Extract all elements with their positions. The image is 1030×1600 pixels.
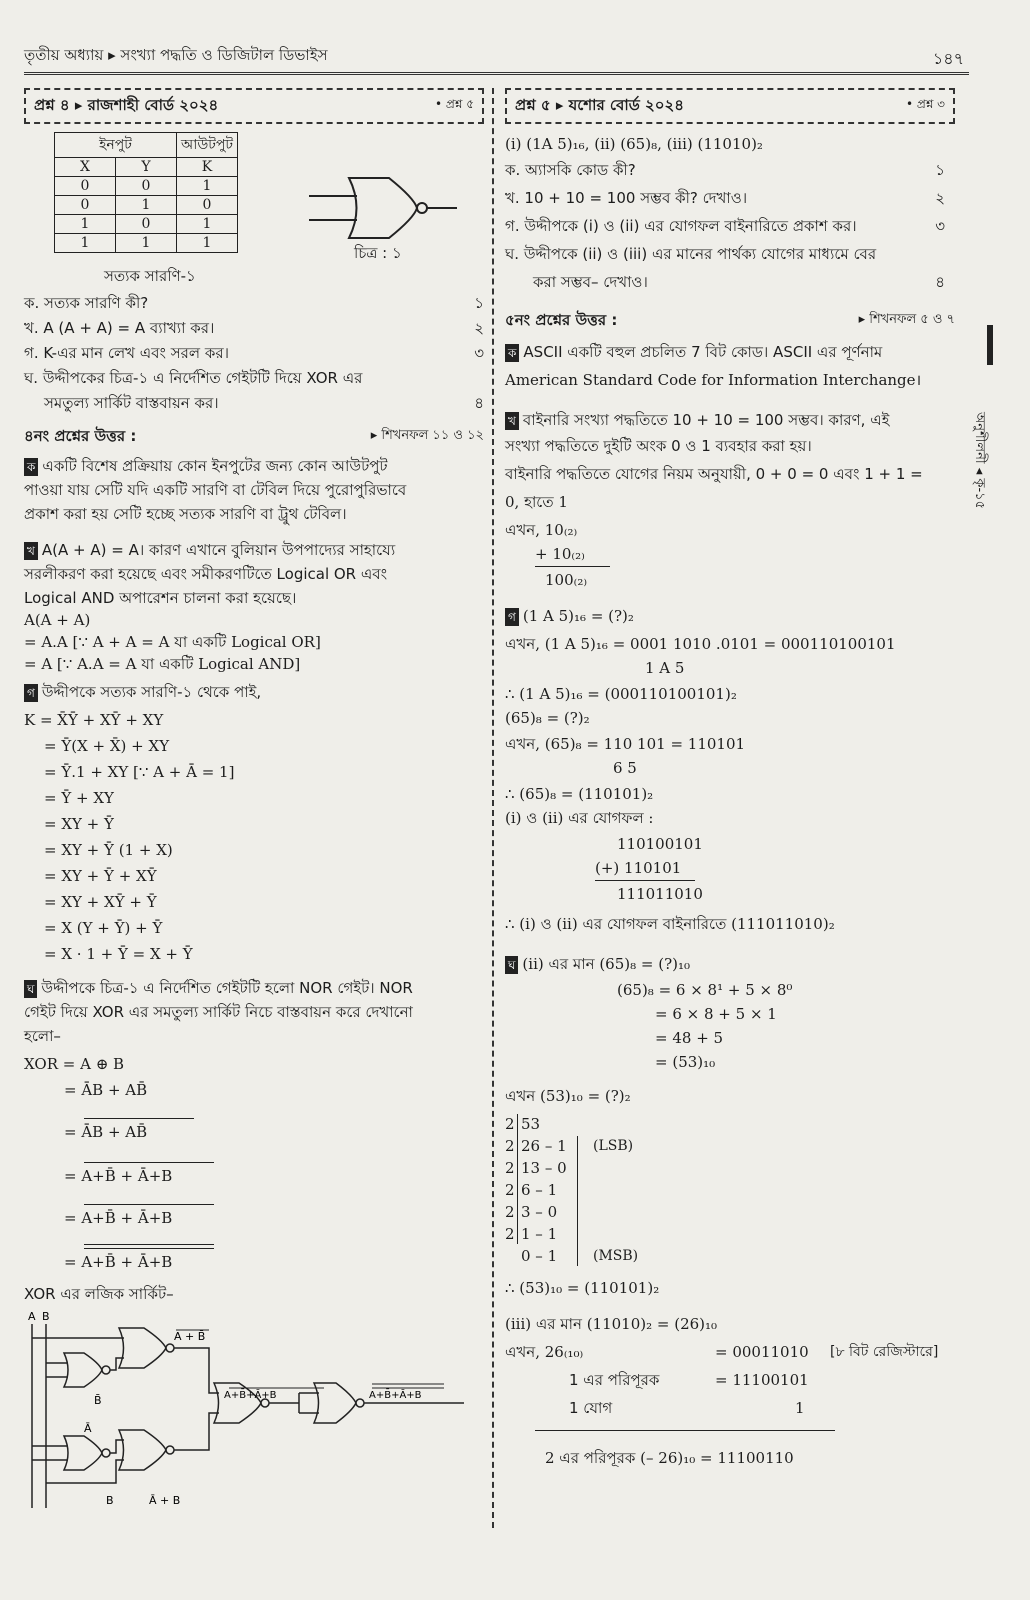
ladder-divisor: 2 <box>505 1159 515 1177</box>
text-line: এখন, (1 A 5)₁₆ = 0001 1010 .0101 = 000110100101 <box>505 635 896 653</box>
question-text: উদ্দীপকের চিত্র-১ এ নির্দেশিত গেইটটি দিয়ে XOR এর <box>42 369 363 387</box>
answer-4-ref: ▸ শিখনফল ১১ ও ১২ <box>370 428 484 443</box>
overline <box>84 1118 194 1119</box>
text-line: 110100101 <box>617 835 703 853</box>
table-row <box>55 234 238 253</box>
overline <box>84 1248 214 1249</box>
text-line: উদ্দীপকে চিত্র-১ এ নির্দেশিত গেইটটি হলো NOR গেইট। NOR <box>41 979 413 997</box>
answer-ka-badge: ক <box>24 458 38 476</box>
table-cell: 1 <box>177 234 238 253</box>
equation-step: = Ȳ(X + X̄) + XY <box>44 737 170 755</box>
text-line: 1 A 5 <box>645 659 685 677</box>
table-row <box>55 196 238 215</box>
question-label: ঘ. <box>24 369 39 387</box>
lsb-label: (LSB) <box>593 1138 634 1154</box>
truth-table-header: Y <box>116 158 177 177</box>
question-text: করা সম্ভব– দেখাও। <box>533 273 648 291</box>
table-cell: 0 <box>116 177 177 196</box>
list-item <box>505 160 945 180</box>
text-line: সংখ্যা পদ্ধতিতে দুইটি অংক 0 ও 1 ব্যবহার করা হয়। <box>505 437 812 455</box>
header-rule <box>24 72 969 75</box>
question-text: A (A + A) = A ব্যাখ্যা কর। <box>43 319 215 337</box>
list-item <box>505 216 945 236</box>
text-line: A(A + A) <box>24 611 91 629</box>
answer-ga-badge: গ <box>24 684 38 702</box>
table-cell: 0 <box>116 215 177 234</box>
text-line: বাইনারি সংখ্যা পদ্ধতিতে 10 + 10 = 100 সম্ভব। কারণ, এই <box>522 411 890 429</box>
question-4-tag: • প্রশ্ন ৫ <box>434 97 474 111</box>
text-line: = 6 × 8 + 5 × 1 <box>655 1005 777 1023</box>
question-4-title-box <box>24 88 484 124</box>
text-line: (+) 110101 <box>595 859 682 877</box>
ladder-row: 13 – 0 <box>521 1159 567 1177</box>
equation-step: K = X̄Ȳ + XȲ + XY <box>24 711 164 729</box>
table-cell: 1 <box>55 215 116 234</box>
ladder-divisor: 2 <box>505 1225 515 1243</box>
text-line: ∴ (1 A 5)₁₆ = (000110100101)₂ <box>505 685 737 703</box>
ladder-divisor: 2 <box>505 1203 515 1221</box>
text-line: = (53)₁₀ <box>655 1053 716 1071</box>
text-line: (i) ও (ii) এর যোগফল : <box>505 809 654 827</box>
answer-kha-line <box>24 540 395 560</box>
list-item <box>533 272 945 292</box>
table-cell: 0 <box>55 177 116 196</box>
answer-kha-line <box>505 410 889 430</box>
text-line: হলো– <box>24 1027 61 1045</box>
text-line: = A.A [∵ A + A = A যা একটি Logical OR] <box>24 633 321 651</box>
ladder-row: 53 <box>521 1115 541 1133</box>
table-caption: সত্যক সারণি-১ <box>104 267 196 285</box>
question-text: উদ্দীপকে (ii) ও (iii) এর মানের পার্থক্য যোগের মাধ্যমে বের <box>523 245 877 263</box>
answer-4-title: ৪নং প্রশ্নের উত্তর : <box>24 427 137 445</box>
list-item <box>24 293 484 313</box>
question-label: গ. <box>505 217 520 235</box>
overline <box>84 1244 214 1245</box>
text-line: (iii) এর মান (11010)₂ = (26)₁₀ <box>505 1315 718 1333</box>
circuit-label-not-b: B̄ <box>94 1394 102 1407</box>
table-cell: 1 <box>116 234 177 253</box>
equation-step: = Ȳ + XY <box>44 789 114 807</box>
answer-gha-line <box>24 978 413 998</box>
circuit-label-out: A+B̄+Ā+B <box>369 1390 422 1401</box>
answer-gha-line <box>505 954 690 974</box>
text-line: = 00011010 <box>715 1343 809 1361</box>
circuit-label-g3: A+B̄+Ā+B <box>224 1390 277 1401</box>
truth-table-header: X <box>55 158 116 177</box>
sum-rule <box>535 1430 835 1431</box>
ladder-divisor: 2 <box>505 1115 515 1133</box>
text-line: একটি বিশেষ প্রক্রিয়ায় কোন ইনপুটের জন্য কোন আউটপুট <box>42 457 388 475</box>
column-divider <box>492 88 494 1528</box>
text-line: বাইনারি পদ্ধতিতে যোগের নিয়ম অনুযায়ী, 0 + 0 = 0 এবং 1 + 1 = <box>505 465 923 483</box>
text-line: 111011010 <box>617 885 703 903</box>
chapter-title: তৃতীয় অধ্যায় ▸ সংখ্যা পদ্ধতি ও ডিজিটাল ডিভাইস <box>24 46 328 64</box>
list-item <box>505 188 945 208</box>
ladder-divisor: 2 <box>505 1137 515 1155</box>
left-column <box>24 88 484 1528</box>
circuit-label-g1: A + B̄ <box>174 1330 206 1343</box>
equation-step: = X (Y + Ȳ) + Ȳ <box>44 919 163 937</box>
list-item <box>44 393 484 413</box>
side-tab <box>970 400 1014 530</box>
xor-step: = A+B̄ + Ā+B <box>64 1167 173 1185</box>
question-mark: ১ <box>935 161 945 179</box>
question-label: গ. <box>24 344 39 362</box>
answer-gha-badge: ঘ <box>24 980 37 998</box>
question-mark: ৪ <box>935 273 945 291</box>
truth-table <box>54 132 238 253</box>
text-line: 1 এর পরিপূরক <box>569 1371 660 1389</box>
text-line: সরলীকরণ করা হয়েছে এবং সমীকরণটিতে Logical OR এবং <box>24 565 388 583</box>
answer-ka-line <box>505 342 882 362</box>
truth-table-input-group: ইনপুট <box>55 133 177 158</box>
side-tab-label: অনুশীলনী ◂ কৃ-১৫ <box>972 411 988 510</box>
text-line: A(A + A) = A। কারণ এখানে বুলিয়ান উপপাদ্যের সাহায্যে <box>41 541 396 559</box>
question-5-title-box <box>505 88 955 124</box>
equation-step: = XY + Ȳ + XȲ <box>44 867 157 885</box>
question-label: ঘ. <box>505 245 520 263</box>
question-text: K-এর মান লেখ এবং সরল কর। <box>43 344 229 362</box>
overline <box>84 1162 214 1163</box>
question-label: খ. <box>505 189 520 207</box>
xor-circuit-diagram <box>24 1308 484 1518</box>
answer-ka-line <box>24 456 388 476</box>
equation-step: = XY + Ȳ <box>44 815 114 833</box>
ladder-divisor: 2 <box>505 1181 515 1199</box>
text-line: এখন, (65)₈ = 110 101 = 110101 <box>505 735 746 753</box>
text-line: = A [∵ A.A = A যা একটি Logical AND] <box>24 655 301 673</box>
text-line: এখন, 26₍₁₀₎ <box>505 1343 584 1361</box>
ladder-row: 6 – 1 <box>521 1181 558 1199</box>
question-mark: ৩ <box>935 217 945 235</box>
text-line: Logical AND অপারেশন চালনা করা হয়েছে। <box>24 589 297 607</box>
text-line: এখন (53)₁₀ = (?)₂ <box>505 1087 631 1105</box>
msb-label: (MSB) <box>593 1248 639 1264</box>
list-item <box>505 244 945 264</box>
text-line: প্রকাশ করা হয় সেটি হচ্ছে সত্যক সারণি বা ট্রুথ টেবিল। <box>24 505 347 523</box>
circuit-label-b: B <box>42 1310 50 1323</box>
xor-step: = ĀB + AB̄ <box>64 1081 148 1099</box>
table-row <box>55 215 238 234</box>
answer-kha-badge: খ <box>24 542 38 560</box>
text-line: (1 A 5)₁₆ = (?)₂ <box>522 607 634 625</box>
table-cell: 1 <box>116 196 177 215</box>
side-marker <box>987 325 993 365</box>
answer-ga-line <box>24 682 261 702</box>
circuit-label-bottom-b: B <box>106 1494 114 1507</box>
text-line: গেইট দিয়ে XOR এর সমতুল্য সার্কিট নিচে বাস্তবায়ন করে দেখানো <box>24 1003 413 1021</box>
answer-gha-badge: ঘ <box>505 956 518 974</box>
question-text: উদ্দীপকে (i) ও (ii) এর যোগফল বাইনারিতে প্রকাশ কর। <box>524 217 857 235</box>
xor-step: = ĀB + AB̄ <box>64 1123 148 1141</box>
circuit-label-a: A <box>28 1310 36 1323</box>
ladder-row: 3 – 0 <box>521 1203 558 1221</box>
question-text: 10 + 10 = 100 সম্ভব কী? দেখাও। <box>524 189 748 207</box>
table-cell: 0 <box>55 196 116 215</box>
answer-ga-line <box>505 606 634 626</box>
text-line: (ii) এর মান (65)₈ = (?)₁₀ <box>522 955 690 973</box>
xor-step: XOR = A ⊕ B <box>24 1055 125 1073</box>
question-mark: ২ <box>474 319 484 337</box>
equation-step: = X · 1 + Ȳ = X + Ȳ <box>44 945 193 963</box>
overline <box>84 1204 214 1205</box>
answer-kha-badge: খ <box>505 412 519 430</box>
question-5-stem: (i) (1A 5)₁₆, (ii) (65)₈, (iii) (11010)₂ <box>505 135 763 153</box>
circuit-title: XOR এর লজিক সার্কিট– <box>24 1285 174 1303</box>
truth-table-output-group: আউটপুট <box>177 133 238 158</box>
question-label: ক. <box>24 294 40 312</box>
text-line: = 48 + 5 <box>655 1029 724 1047</box>
table-row <box>55 177 238 196</box>
ladder-row: 26 – 1 <box>521 1137 567 1155</box>
text-line: American Standard Code for Information Interchange। <box>505 371 922 389</box>
list-item <box>24 318 484 338</box>
question-label: খ. <box>24 319 39 337</box>
ladder-row: 1 – 1 <box>521 1225 558 1243</box>
answer-ga-badge: গ <box>505 608 519 626</box>
text-line: 0, হাতে 1 <box>505 493 568 511</box>
circuit-label-not-a: Ā <box>84 1422 92 1435</box>
text-line: 2 এর পরিপূরক (– 26)₁₀ = 11100110 <box>545 1449 794 1467</box>
question-text: সত্যক সারণি কী? <box>44 294 149 312</box>
question-text: সমতুল্য সার্কিট বাস্তবায়ন কর। <box>44 394 219 412</box>
text-line: [৮ বিট রেজিস্টারে] <box>830 1344 939 1360</box>
answer-5-ref: ▸ শিখনফল ৫ ও ৭ <box>858 312 955 327</box>
text-line: 100₍₂₎ <box>545 571 588 589</box>
text-line: = 11100101 <box>715 1371 809 1389</box>
list-item <box>24 368 484 388</box>
text-line: (65)₈ = (?)₂ <box>505 709 590 727</box>
table-cell: 1 <box>55 234 116 253</box>
text-line: পাওয়া যায় সেটি যদি একটি সারণি বা টেবিল দিয়ে পুরোপুরিভাবে <box>24 481 407 499</box>
ladder-row: 0 – 1 <box>521 1247 558 1265</box>
text-line: (65)₈ = 6 × 8¹ + 5 × 8⁰ <box>617 981 793 999</box>
table-cell: 0 <box>177 196 238 215</box>
equation-step: = XY + XȲ + Ȳ <box>44 893 157 911</box>
circuit-label-g2: Ā + B <box>149 1494 181 1507</box>
question-mark: ২ <box>935 189 945 207</box>
question-5-tag: • প্রশ্ন ৩ <box>905 97 945 111</box>
equation-step: = Ȳ.1 + XY [∵ A + Ā = 1] <box>44 763 235 781</box>
text-line: 1 যোগ <box>569 1399 613 1417</box>
equation-step: = XY + Ȳ (1 + X) <box>44 841 173 859</box>
right-column <box>505 88 955 1528</box>
text-line: এখন, 10₍₂₎ <box>505 521 578 539</box>
truth-table-header: K <box>177 158 238 177</box>
text-line: উদ্দীপকে সত্যক সারণি-১ থেকে পাই, <box>41 683 262 701</box>
list-item <box>24 343 484 363</box>
table-cell: 1 <box>177 215 238 234</box>
question-5-title: প্রশ্ন ৫ ▸ যশোর বোর্ড ২০২৪ <box>515 96 684 114</box>
text-line: ASCII একটি বহুল প্রচলিত 7 বিট কোড। ASCII এর পূর্ণনাম <box>523 343 883 361</box>
question-mark: ৩ <box>474 344 484 362</box>
text-line: ∴ (65)₈ = (110101)₂ <box>505 785 654 803</box>
figure-caption: চিত্র : ১ <box>354 244 402 262</box>
answer-5-title: ৫নং প্রশ্নের উত্তর : <box>505 311 618 329</box>
xor-step: = A+B̄ + Ā+B <box>64 1253 173 1271</box>
text-line: ∴ (i) ও (ii) এর যোগফল বাইনারিতে (111011010)₂ <box>505 915 835 933</box>
sum-rule <box>595 880 695 881</box>
xor-step: = A+B̄ + Ā+B <box>64 1209 173 1227</box>
table-cell: 1 <box>177 177 238 196</box>
page-number: ১৪৭ <box>932 49 964 68</box>
page-header <box>24 40 964 70</box>
question-label: ক. <box>505 161 521 179</box>
answer-ka-badge: ক <box>505 344 519 362</box>
question-text: অ্যাসকি কোড কী? <box>525 161 636 179</box>
text-line: ∴ (53)₁₀ = (110101)₂ <box>505 1279 660 1297</box>
text-line: + 10₍₂₎ <box>535 545 585 563</box>
text-line: 6 5 <box>613 759 637 777</box>
question-mark: ৪ <box>474 394 484 412</box>
text-line: 1 <box>795 1399 805 1417</box>
question-4-title: প্রশ্ন ৪ ▸ রাজশাহী বোর্ড ২০২৪ <box>34 96 219 114</box>
question-mark: ১ <box>474 294 484 312</box>
sum-rule <box>535 566 610 567</box>
